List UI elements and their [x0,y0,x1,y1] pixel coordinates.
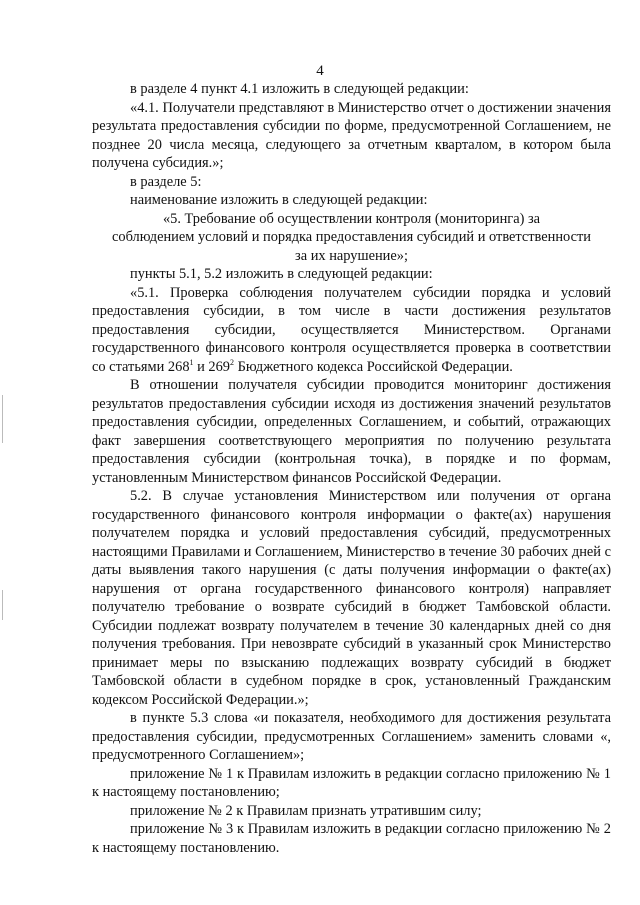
paragraph: в пункте 5.3 слова «и показателя, необходимого для достижения результата предоставления субсидии, предусмотренных Соглашением» заменить словами «, предусмотренного Соглашением»; [92,710,611,763]
page-number: 4 [316,63,324,79]
heading-line: соблюдением условий и порядка предоставления субсидий и ответственности [112,229,591,245]
superscript: 2 [230,357,234,367]
section-heading [92,210,611,266]
paragraph: пункты 5.1, 5.2 изложить в следующей редакции: [130,266,433,282]
paragraph-text: «5.1. Проверка соблюдения получателем субсидии порядка и условий предоставления субсидии, в том числе в части достижения результатов предоставления субсидии, осуществляется Министерством. Органами государственного финансового контроля осуществляется проверка в соответствии со статьями 268 [92,284,611,375]
paragraph: приложение № 1 к Правилам изложить в редакции согласно приложению № 1 к настоящему постановлению; [92,765,611,800]
paragraph-text: и 269 [193,358,230,375]
paragraph: В отношении получателя субсидии проводится мониторинг достижения результатов предоставления субсидии исходя из достижения значений результатов предоставления субсидии, определенных Соглашением, и событий, отражающих факт завершения соответствующего мероприятия по получению результата предоставления субсидии (контрольная точка), в порядке и по формам, установленным Министерством финансов Российской Федерации. [92,377,611,486]
paragraph: приложение № 2 к Правилам признать утратившим силу; [130,802,482,819]
superscript: 1 [189,357,194,367]
document-body [92,80,611,857]
paragraph: наименование изложить в следующей редакции: [130,192,428,208]
paragraph-text: Бюджетного кодекса Российской Федерации. [234,358,513,375]
scan-margin-mark [2,590,3,620]
heading-line: «5. Требование об осуществлении контроля (мониторинга) за [162,210,541,227]
paragraph: 5.2. В случае установления Министерством или получения от органа государственного финансового контроля информации о факте(ах) нарушения получателем порядка и условий предоставления субсидий, предусмотренных настоящими Правилами и Соглашением, Министерство в течение 30 рабочих дней с даты выявления такого нарушения (с даты получения информации о факте(ах) нарушения от органа государственного финансового контроля) направляет получателю требование о возврате субсидий в бюджет Тамбовской области. Субсидии подлежат возврату получателем в течение 30 календарных дней со дня получения требования. При невозврате субсидий в указанный срок Министерство принимает меры по взысканию подлежащих возврату субсидий в бюджет Тамбовской области в судебном порядке в срок, установленный Гражданским кодексом Российской Федерации.»; [92,488,611,708]
paragraph [92,284,611,377]
heading-line: за их нарушение»; [295,247,408,264]
paragraph: «4.1. Получатели представляют в Министерство отчет о достижении значения результата предоставления субсидии по форме, предусмотренной Соглашением, не позднее 20 числа месяца, следующего за отчетным кварталом, в котором была получена субсидия.»; [92,99,611,171]
paragraph: в разделе 4 пункт 4.1 изложить в следующей редакции: [130,81,469,97]
paragraph: в разделе 5: [130,173,202,190]
paragraph: приложение № 3 к Правилам изложить в редакции согласно приложению № 2 к настоящему постановлению. [92,821,611,856]
scan-margin-mark [2,395,3,443]
